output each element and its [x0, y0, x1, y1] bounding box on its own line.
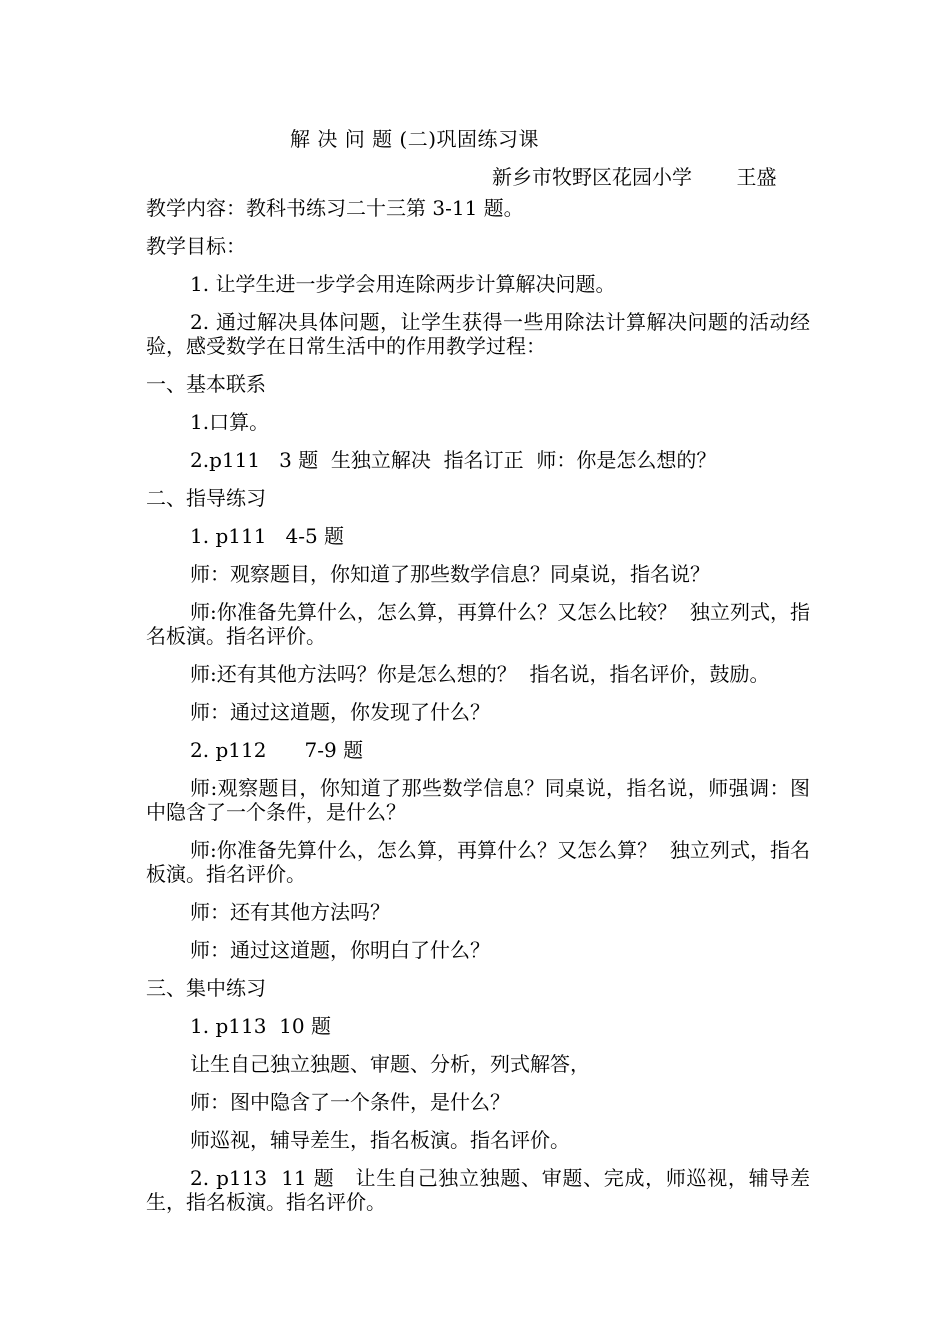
paragraph: 1. p113 10 题: [190, 1014, 331, 1038]
paragraph: 师:你准备先算什么，怎么算，再算什么？又怎么比较？ 独立列式，指名板演。指名评价。: [146, 600, 810, 648]
teaching-goals-heading: 教学目标：: [146, 234, 246, 258]
paragraph: 师：图中隐含了一个条件，是什么？: [190, 1090, 510, 1114]
paragraph: 师:还有其他方法吗？你是怎么想的？ 指名说，指名评价，鼓励。: [190, 662, 770, 686]
paragraph: 2.p111 3 题 生独立解决 指名订正 师：你是怎么想的？: [190, 448, 717, 472]
paragraph: 2. p112 7-9 题: [190, 738, 364, 762]
goal-item: 1. 让学生进一步学会用连除两步计算解决问题。: [190, 272, 616, 296]
section-heading: 三、集中练习: [146, 976, 266, 1000]
paragraph: 师：观察题目，你知道了那些数学信息？同桌说，指名说？: [190, 562, 710, 586]
paragraph: 让生自己独立独题、审题、分析，列式解答，: [190, 1052, 590, 1076]
section-heading: 一、基本联系: [146, 372, 266, 396]
document-title: 解 决 问 题 (二)巩固练习课: [290, 127, 540, 151]
paragraph: 1. p111 4-5 题: [190, 524, 345, 548]
author-line: 新乡市牧野区花园小学 王盛: [492, 165, 777, 189]
paragraph: 师巡视，辅导差生，指名板演。指名评价。: [190, 1128, 570, 1152]
paragraph: 师：还有其他方法吗？: [190, 900, 390, 924]
paragraph: 师:你准备先算什么，怎么算，再算什么？又怎么算？ 独立列式，指名板演。指名评价。: [146, 838, 810, 886]
paragraph: 师：通过这道题，你发现了什么？: [190, 700, 490, 724]
teaching-content: 教学内容：教科书练习二十三第 3-11 题。: [146, 196, 524, 220]
paragraph: 1.口算。: [190, 410, 270, 434]
paragraph: 2. p113 11 题 让生自己独立独题、审题、完成，师巡视，辅导差生，指名板演。指名评价。: [146, 1166, 810, 1214]
document-body: [146, 196, 810, 1228]
goal-item: 2. 通过解决具体问题，让学生获得一些用除法计算解决问题的活动经验，感受数学在日常生活中的作用教学过程：: [146, 310, 810, 358]
paragraph: 师:观察题目，你知道了那些数学信息？同桌说，指名说，师强调：图中隐含了一个条件，是什么？: [146, 776, 810, 824]
paragraph: 师：通过这道题，你明白了什么？: [190, 938, 490, 962]
section-heading: 二、指导练习: [146, 486, 266, 510]
